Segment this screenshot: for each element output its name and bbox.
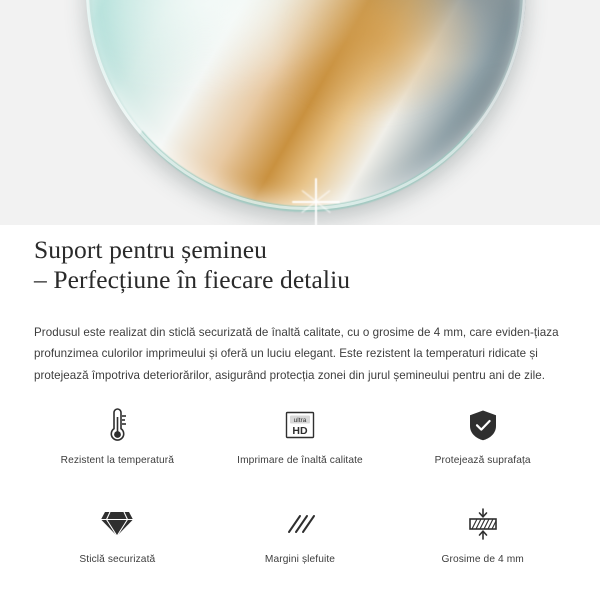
feature-item-polished-edges: [209, 504, 392, 565]
thermometer-icon: [100, 405, 134, 445]
headline-line-2: – Perfecțiune în fiecare detaliu: [34, 265, 351, 294]
svg-text:HD: HD: [292, 425, 308, 437]
feature-label: Rezistent la temperatură: [60, 455, 175, 466]
product-description: Produsul este realizat din sticlă securizată de înaltă calitate, cu o grosime de 4 mm, care eviden-țiaza profunzimea culorilor imprimeului și oferă un luciu elegant. Este rezistent la temperaturi ridicate și protejează împotriva deteriorărilor, asigurând protecția zonei din jurul șemineului pentru ani de zile.: [34, 325, 559, 382]
feature-grid: [26, 405, 574, 565]
content-area: [0, 225, 600, 600]
feature-label: Imprimare de înaltă calitate: [237, 455, 363, 466]
feature-item-surface-protection: [391, 405, 574, 466]
hero-image: [0, 0, 600, 225]
feature-label: Protejează suprafața: [434, 455, 531, 466]
thickness-4mm-icon: [463, 504, 503, 544]
feature-item-tempered-glass: [26, 504, 209, 565]
polished-edges-icon: [280, 504, 320, 544]
feature-label: Grosime de 4 mm: [441, 554, 524, 565]
page-title: [34, 235, 574, 295]
feature-item-print-quality: [209, 405, 392, 466]
feature-label: Margini șlefuite: [264, 554, 336, 565]
feature-label: Sticlă securizată: [79, 554, 156, 565]
shield-check-icon: [465, 405, 501, 445]
feature-item-thickness: [391, 504, 574, 565]
feature-item-temperature: [26, 405, 209, 466]
svg-text:ultra: ultra: [293, 417, 307, 424]
headline-line-1: Suport pentru șemineu: [34, 235, 267, 264]
diamond-icon: [97, 504, 137, 544]
ultra-hd-icon: [281, 405, 319, 445]
